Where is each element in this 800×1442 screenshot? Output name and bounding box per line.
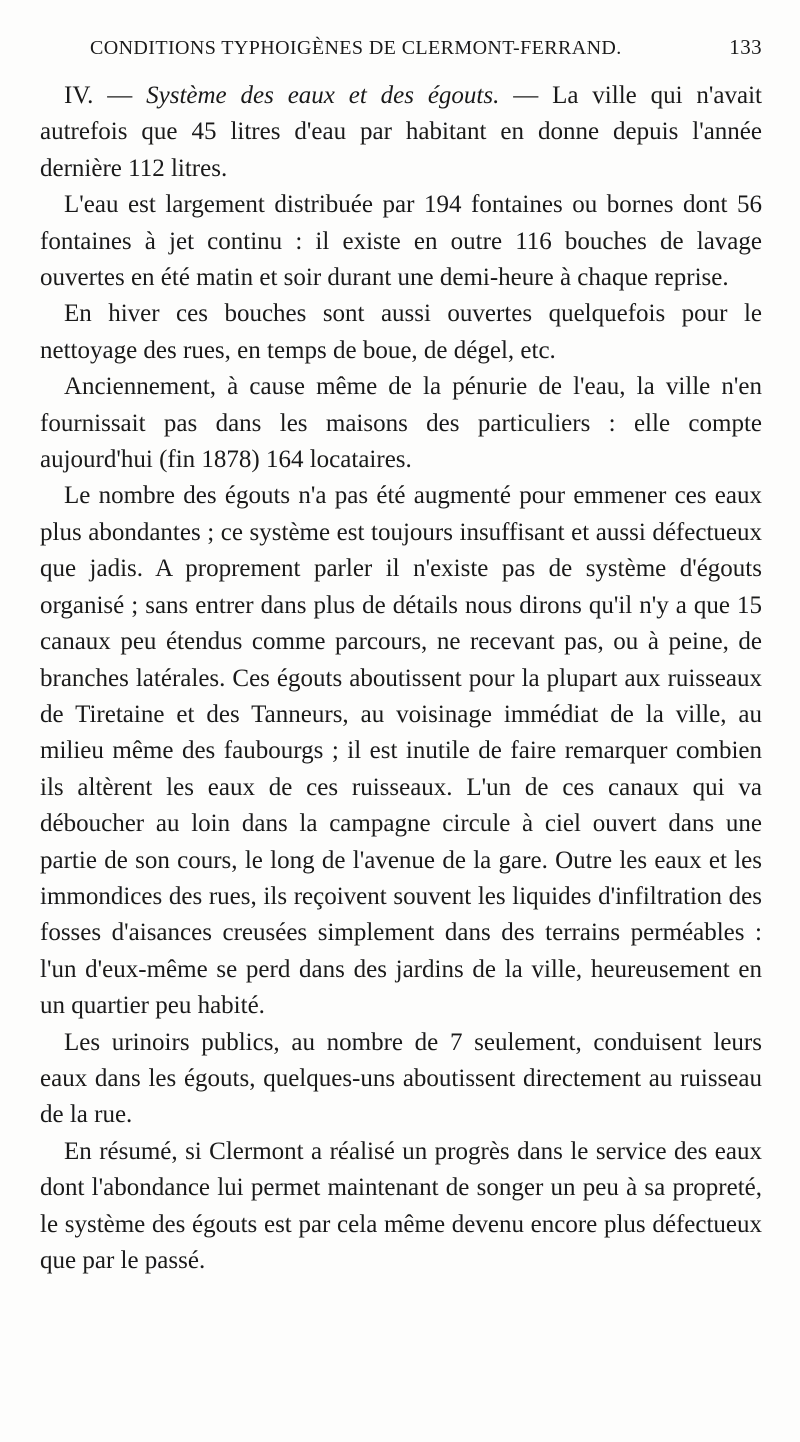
- paragraph: Les urinoirs publics, au nombre de 7 seulement, conduisent leurs eaux dans les égouts, quelques-uns aboutissent directement au ruisseau de la rue.: [40, 1028, 762, 1129]
- section-dash: —: [93, 82, 147, 109]
- section-lead-text: — La ville qui n'avait autrefois que 45 litres d'eau par habitant en donne depuis l'année dernière 112 litres.: [40, 82, 762, 182]
- paragraph: L'eau est largement distribuée par 194 fontaines ou bornes dont 56 fontaines à jet continu : il existe en outre 116 bouches de lavage ouvertes en été matin et soir durant une demi-heure à chaque reprise.: [40, 191, 762, 292]
- running-title: CONDITIONS TYPHOIGÈNES DE CLERMONT-FERRAND.: [90, 37, 622, 59]
- section-number: IV.: [64, 82, 94, 109]
- paragraph: Anciennement, à cause même de la pénurie de l'eau, la ville n'en fournissait pas dans les maisons des particuliers : elle compte aujourd'hui (fin 1878) 164 locataires.: [40, 373, 762, 474]
- section-title: Système des eaux et des égouts.: [146, 82, 500, 109]
- paragraph: En hiver ces bouches sont aussi ouvertes quelquefois pour le nettoyage des rues, en temps de boue, de dégel, etc.: [40, 300, 762, 364]
- page-number: 133: [729, 35, 762, 59]
- running-head: [90, 34, 762, 61]
- paragraph: En résumé, si Clermont a réalisé un progrès dans le service des eaux dont l'abondance lui permet maintenant de songer un peu à sa propreté, le système des égouts est par cela même devenu encore plus défectueux que par le passé.: [40, 1137, 762, 1274]
- section-paragraph: [40, 78, 762, 187]
- body-text: [40, 78, 762, 1279]
- paragraph: Le nombre des égouts n'a pas été augmenté pour emmener ces eaux plus abondantes ; ce système est toujours insuffisant et aussi défectueux que jadis. A proprement parler il n'existe pas de système d'égouts organisé ; sans entrer dans plus de détails nous dirons qu'il n'y a que 15 canaux peu étendus comme parcours, ne recevant pas, ou à peine, de branches latérales. Ces égouts aboutissent pour la plupart aux ruisseaux de Tiretaine et des Tanneurs, au voisinage immédiat de la ville, au milieu même des faubourgs ; il est inutile de faire remarquer combien ils altèrent les eaux de ces ruisseaux. L'un de ces canaux qui va déboucher au loin dans la campagne circule à ciel ouvert dans une partie de son cours, le long de l'avenue de la gare. Outre les eaux et les immondices des rues, ils reçoivent souvent les liquides d'infiltration des fosses d'aisances creusées simplement dans des terrains perméables : l'un d'eux-même se perd dans des jardins de la ville, heureusement en un quartier peu habité.: [40, 482, 762, 1020]
